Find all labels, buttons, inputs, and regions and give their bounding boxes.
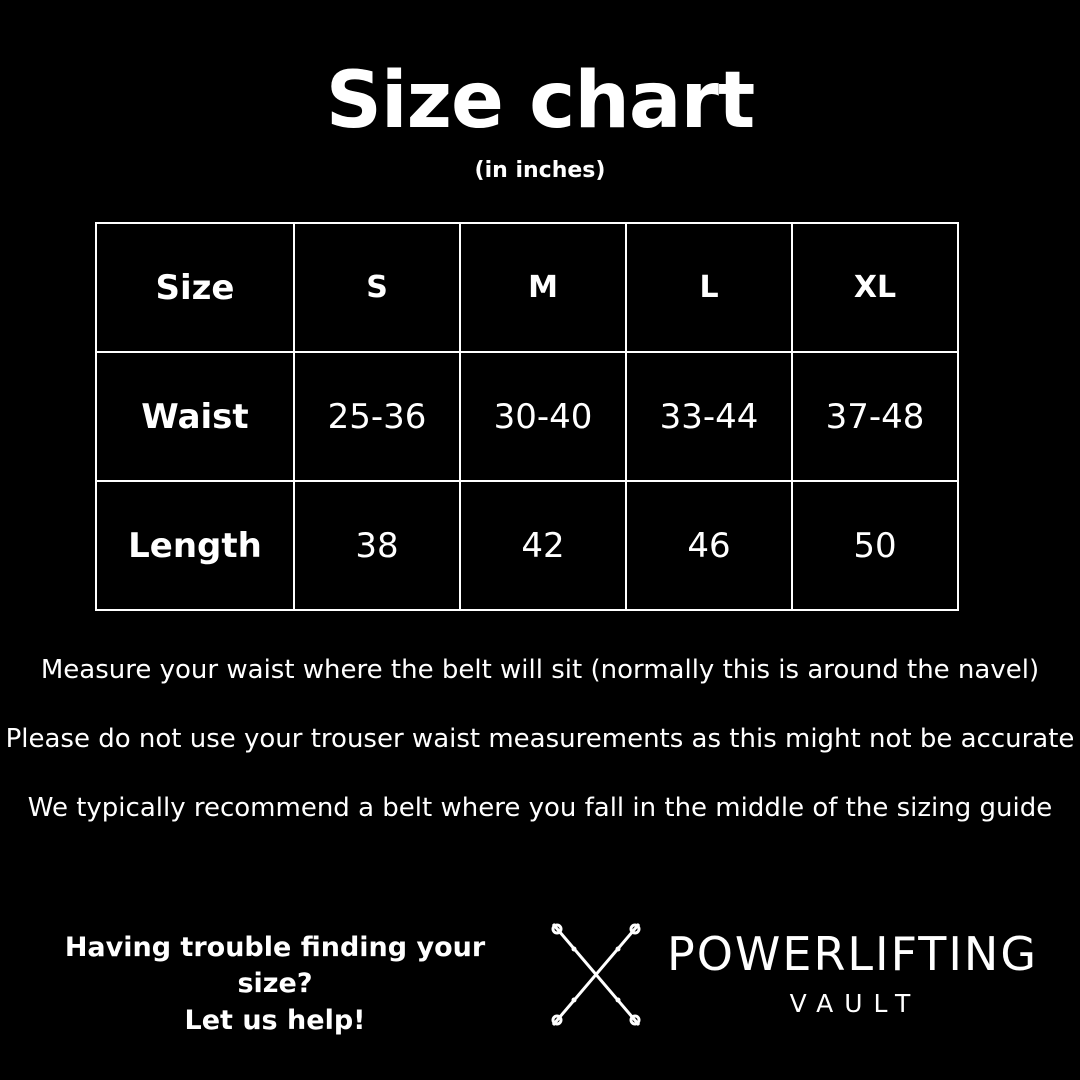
table-header-l: L — [626, 223, 792, 352]
table-header-size: Size — [96, 223, 294, 352]
barbell-cross-icon — [541, 912, 651, 1037]
brand-wordmark — [666, 927, 1038, 1018]
brand-subname: VAULT — [789, 989, 922, 1018]
page-title: Size chart — [325, 56, 755, 146]
note-measure-waist: Measure your waist where the belt will sit (normally this is around the navel) — [40, 655, 1040, 685]
length-l-value: 46 — [626, 481, 792, 610]
note-trouser-waist: Please do not use your trouser waist measurements as this might not be accurate — [5, 724, 1075, 755]
length-s-value: 38 — [294, 481, 460, 610]
size-table — [95, 222, 959, 611]
row-label-waist: Waist — [96, 352, 294, 481]
brand-logo — [541, 912, 1038, 1037]
waist-s-value: 25-36 — [294, 352, 460, 481]
brand-name: POWERLIFTING — [666, 927, 1038, 981]
notes-section — [0, 655, 1080, 863]
table-header-s: S — [294, 223, 460, 352]
length-xl-value: 50 — [792, 481, 958, 610]
table-header-xl: XL — [792, 223, 958, 352]
table-row — [96, 223, 958, 352]
table-header-m: M — [460, 223, 626, 352]
length-m-value: 42 — [460, 481, 626, 610]
page-subtitle: (in inches) — [474, 158, 606, 183]
waist-xl-value: 37-48 — [792, 352, 958, 481]
waist-m-value: 30-40 — [460, 352, 626, 481]
size-table-container — [95, 222, 959, 611]
table-row — [96, 481, 958, 610]
footer — [0, 912, 1080, 1052]
help-prompt-line2: Let us help! — [184, 1004, 366, 1036]
table-row — [96, 352, 958, 481]
help-prompt-line1: Having trouble finding your size? — [64, 932, 486, 1000]
row-label-length: Length — [96, 481, 294, 610]
waist-l-value: 33-44 — [626, 352, 792, 481]
note-middle-of-guide: We typically recommend a belt where you fall in the middle of the sizing guide — [27, 793, 1053, 824]
help-prompt — [40, 930, 510, 1039]
